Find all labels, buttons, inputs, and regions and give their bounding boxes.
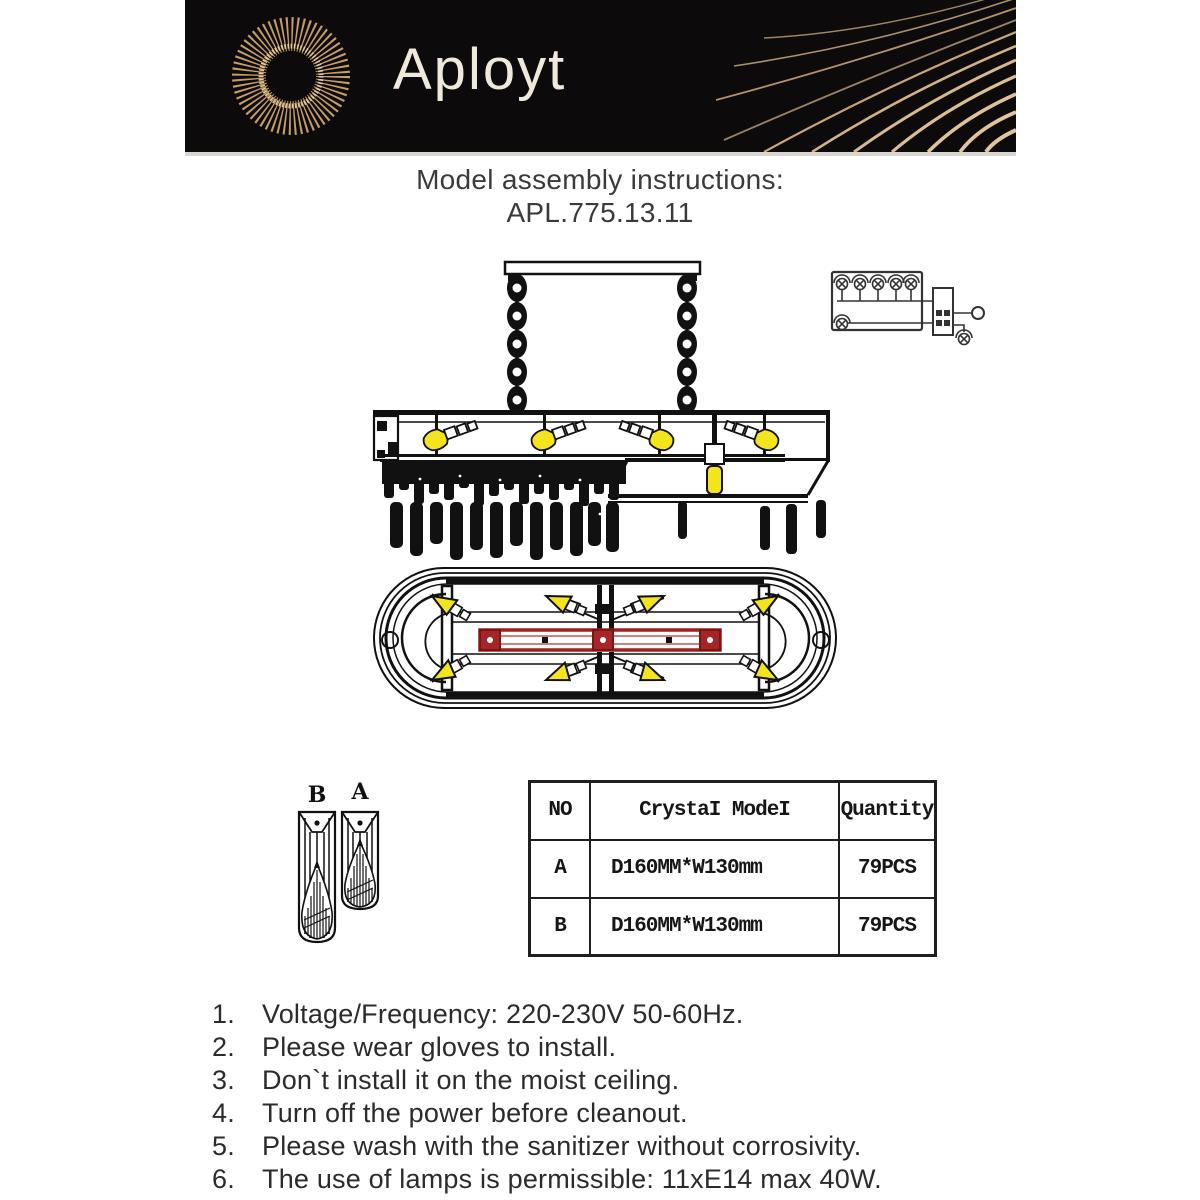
item-number: 2. [212,1032,235,1062]
wiring-diagram [820,258,1000,350]
instructions-list [212,998,1092,1196]
header-qty: Quantity [839,782,936,840]
brand-banner [185,0,1016,156]
list-item [212,1097,1092,1130]
chandelier-top-view-drawing [366,556,845,718]
crystal-pendant-a [342,812,378,909]
title-block [0,163,1200,229]
cell-model: D160MM*W130mm [590,898,839,956]
hanging-chain-left [507,274,527,414]
item-text: Don`t install it on the moist ceiling. [262,1065,680,1095]
list-item [212,1163,1092,1196]
ceiling-mount-bar [505,262,700,281]
item-text: Voltage/Frequency: 220-230V 50-60Hz. [262,999,744,1029]
list-item [212,998,1092,1031]
crystal-fringe [382,460,626,560]
mounting-bar-highlight [480,630,720,650]
crystal-pendant-drawings [282,782,412,977]
item-text: Turn off the power before cleanout. [262,1098,688,1128]
item-number: 4. [212,1098,235,1128]
list-item [212,1130,1092,1163]
cell-model: D160MM*W130mm [590,840,839,898]
table-row [530,840,936,898]
list-item [212,1031,1092,1064]
model-code: APL.775.13.11 [506,197,694,228]
cell-qty: 79PCS [839,898,936,956]
cell-qty: 79PCS [839,840,936,898]
header-model: CrystaI ModeI [590,782,839,840]
item-number: 1. [212,999,235,1029]
item-number: 6. [212,1164,235,1194]
lamp-socket-down [705,414,724,494]
crystal-pendant-b [299,812,335,942]
item-text: Please wash with the sanitizer without corrosivity. [262,1131,862,1161]
parts-table [528,780,937,957]
chandelier-side-view-drawing [360,254,842,562]
hanging-chain-right [677,274,697,414]
crystal-a-label: A [351,782,369,805]
item-text: The use of lamps is permissible: 11xE14 max 40W. [262,1164,882,1194]
list-item [212,1064,1092,1097]
item-text: Please wear gloves to install. [262,1032,617,1062]
item-number: 5. [212,1131,235,1161]
header-no: NO [530,782,591,840]
cell-no: A [530,840,591,898]
item-number: 3. [212,1065,235,1095]
table-row [530,898,936,956]
crystal-b-label: B [307,782,327,808]
gold-rays-fan-icon [716,0,1016,152]
table-header-row [530,782,936,840]
page-title: Model assembly instructions: [416,164,784,195]
brand-name: Aployt [393,37,567,102]
starburst-sun-icon [213,0,373,152]
cell-no: B [530,898,591,956]
